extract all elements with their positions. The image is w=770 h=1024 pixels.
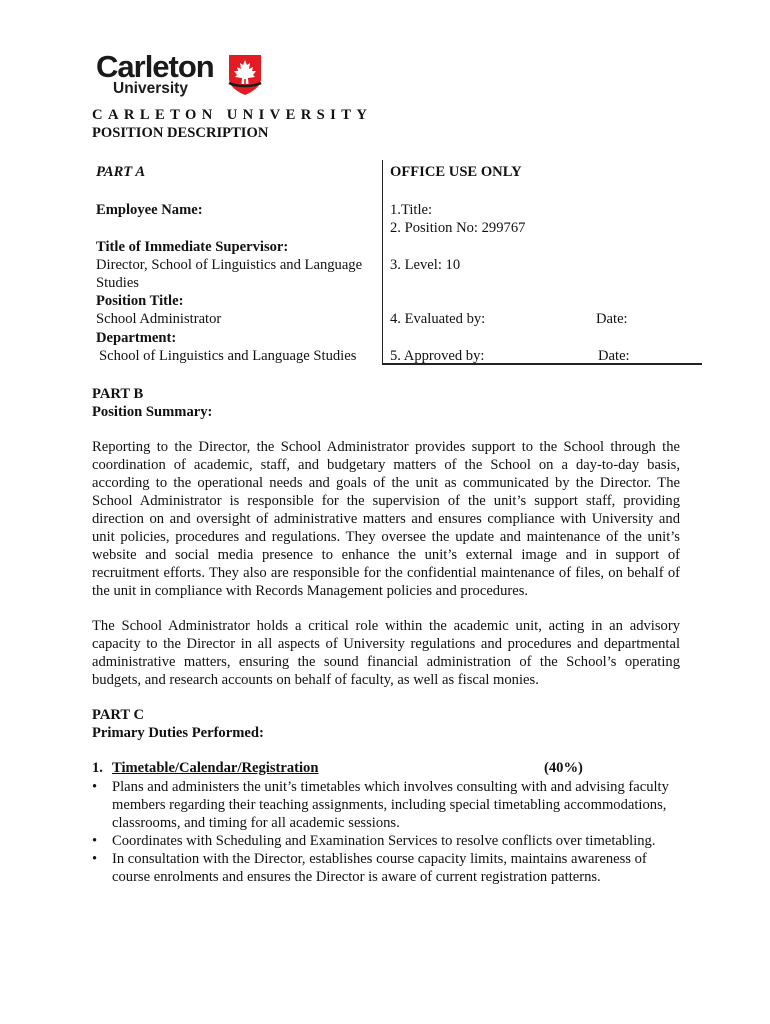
approved-date-label: Date: xyxy=(598,348,630,364)
bullet-icon: • xyxy=(92,779,98,795)
bullet-text: Plans and administers the unit’s timetables which involves consulting with and advising faculty members regarding their teaching assignments, including special timetabling accommodations, classrooms, and timing for all academic sessions. xyxy=(112,779,669,831)
department-label: Department: xyxy=(96,330,177,346)
part-c-heading: PART C xyxy=(92,707,145,723)
summary-paragraph-1: Reporting to the Director, the School Administrator provides support to the School through the coordination of academic, staff, and budgetary matters of the School on a day-to-day basis, according to the operational needs and goals of the unit as communicated by the Director. The School Administrator is responsible for the supervision of the unit’s support staff, providing direction on and oversight of administrative matters and ensures compliance with University and unit policies, procedures and regulations. They oversee the update and maintenance of the unit’s website and social media presence to enhance the unit’s external image and in support of recruitment efforts. They also are responsible for the confidential maintenance of files, on behalf of the unit in compliance with Records Management policies and procedures. xyxy=(92,439,680,599)
duty-number: 1. xyxy=(92,760,103,776)
list-item xyxy=(92,778,680,832)
supervisor-label: Title of Immediate Supervisor: xyxy=(96,239,289,255)
position-level: 3. Level: 10 xyxy=(390,257,461,273)
logo-subtitle: University xyxy=(113,80,188,97)
part-a-heading: PART A xyxy=(96,164,146,180)
department-value: School of Linguistics and Language Studies xyxy=(99,348,357,364)
employee-name-label: Employee Name: xyxy=(96,202,203,218)
office-title-line: 1.Title: xyxy=(390,202,433,218)
duty-bullet-list xyxy=(92,778,680,886)
bullet-icon: • xyxy=(92,833,98,849)
primary-duties-heading: Primary Duties Performed: xyxy=(92,725,264,741)
bullet-text: Coordinates with Scheduling and Examination Services to resolve conflicts over timetabling. xyxy=(112,833,656,849)
column-divider xyxy=(382,160,383,364)
summary-paragraph-2: The School Administrator holds a critical role within the academic unit, acting in an advisory capacity to the Director in all aspects of University regulations and procedures and departmental administrative matters, ensuring the sound financial administration of the School’s operating budgets, and research accounts on behalf of faculty, as well as fiscal monies. xyxy=(92,618,680,688)
duty-percent: (40%) xyxy=(544,760,583,776)
bullet-icon: • xyxy=(92,851,98,867)
document-title: POSITION DESCRIPTION xyxy=(92,125,269,141)
logo-wordmark: Carleton xyxy=(96,49,214,84)
approved-by-label: 5. Approved by: xyxy=(390,348,485,364)
supervisor-value-line2: Studies xyxy=(96,275,139,291)
evaluated-date-label: Date: xyxy=(596,311,628,327)
carleton-logo xyxy=(96,50,276,102)
list-item xyxy=(92,832,680,850)
position-title-label: Position Title: xyxy=(96,293,184,309)
position-summary-heading: Position Summary: xyxy=(92,404,213,420)
part-b-heading: PART B xyxy=(92,386,144,402)
list-item xyxy=(92,850,680,886)
position-title-value: School Administrator xyxy=(96,311,222,327)
office-use-heading: OFFICE USE ONLY xyxy=(390,164,522,180)
evaluated-by-label: 4. Evaluated by: xyxy=(390,311,486,327)
university-name: CARLETON UNIVERSITY xyxy=(92,107,373,123)
position-number: 2. Position No: 299767 xyxy=(390,220,526,236)
bullet-text: In consultation with the Director, establishes course capacity limits, maintains awareness of course enrolments and ensures the Director is aware of current registration patterns. xyxy=(112,851,647,885)
maple-leaf-shield-icon xyxy=(227,53,263,97)
supervisor-value-line1: Director, School of Linguistics and Language xyxy=(96,257,363,273)
duty-title: Timetable/Calendar/Registration xyxy=(112,760,319,776)
